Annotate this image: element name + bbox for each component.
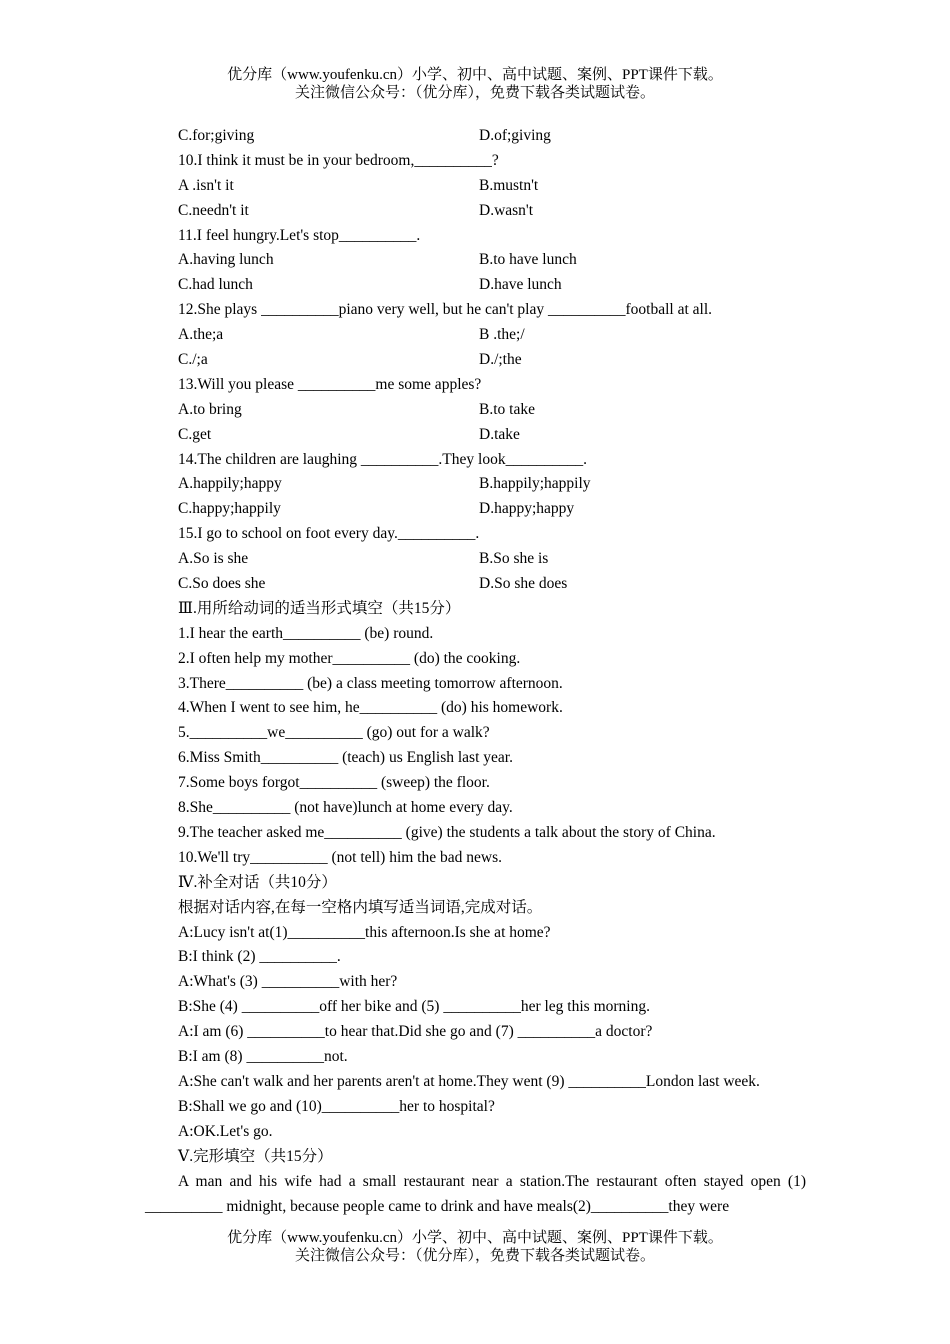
q14-option-b: B.happily;happily xyxy=(479,475,591,493)
q9-options-row xyxy=(178,124,808,149)
section-3-item: 6.Miss Smith__________ (teach) us English last year. xyxy=(178,749,513,767)
page-footer xyxy=(0,1229,950,1265)
q15-stem: 15.I go to school on foot every day.__________. xyxy=(178,525,480,543)
section-5-title: Ⅴ.完形填空（共15分） xyxy=(178,1147,333,1165)
q12-options-row-1 xyxy=(178,323,808,348)
q12-option-d: D./;the xyxy=(479,351,522,369)
dialogue-line: A:She can't walk and her parents aren't at home.They went (9) __________London last week. xyxy=(178,1072,760,1090)
section-3-item: 7.Some boys forgot__________ (sweep) the floor. xyxy=(178,774,490,792)
dialogue-line: B:I think (2) __________. xyxy=(178,948,341,966)
q10-option-d: D.wasn't xyxy=(479,201,534,219)
q12-options-row-2 xyxy=(178,348,808,373)
q14-option-d: D.happy;happy xyxy=(479,500,575,518)
q15-options-row-2 xyxy=(178,572,808,597)
q10-options-row-2 xyxy=(178,199,808,224)
section-3-item: 1.I hear the earth__________ (be) round. xyxy=(178,624,434,642)
q11-option-c: C.had lunch xyxy=(178,276,253,294)
page-content xyxy=(178,124,808,1169)
q10-option-b: B.mustn't xyxy=(479,176,539,194)
q15-option-a: A.So is she xyxy=(178,550,249,568)
section-3-item: 3.There__________ (be) a class meeting tomorrow afternoon. xyxy=(178,674,563,692)
q12-option-a: A.the;a xyxy=(178,326,224,344)
dialogue-line: B:I am (8) __________not. xyxy=(178,1047,348,1065)
section-3-item: 10.We'll try__________ (not tell) him the bad news. xyxy=(178,848,502,866)
section-3-item: 2.I often help my mother__________ (do) the cooking. xyxy=(178,649,521,667)
dialogue-line: A:Lucy isn't at(1)__________this afternoon.Is she at home? xyxy=(178,923,551,941)
dialogue-line: B:She (4) __________off her bike and (5) __________her leg this morning. xyxy=(178,998,650,1016)
dialogue-line: A:I am (6) __________to hear that.Did she go and (7) __________a doctor? xyxy=(178,1023,653,1041)
q13-options-row-2 xyxy=(178,423,808,448)
section-4-instruction: 根据对话内容,在每一空格内填写适当词语,完成对话。 xyxy=(178,898,543,916)
header-line-1: 优分库（www.youfenku.cn）小学、初中、高中试题、案例、PPT课件下载。 xyxy=(227,67,723,83)
q13-option-a: A.to bring xyxy=(178,400,242,418)
cloze-paragraph: A man and his wife had a small restaurant near a station.The restaurant often stayed open (1) __________ midnight, because people came to drink and have meals(2)__________they were xyxy=(145,1173,806,1215)
q11-stem: 11.I feel hungry.Let's stop__________. xyxy=(178,226,421,244)
dialogue-line: B:Shall we go and (10)__________her to hospital? xyxy=(178,1097,495,1115)
footer-line-1: 优分库（www.youfenku.cn）小学、初中、高中试题、案例、PPT课件下载。 xyxy=(227,1230,723,1246)
q10-option-a: A .isn't it xyxy=(178,176,234,194)
q14-option-c: C.happy;happily xyxy=(178,500,281,518)
q14-stem: 14.The children are laughing __________.They look__________. xyxy=(178,450,587,468)
q14-options-row-2 xyxy=(178,497,808,522)
q13-option-b: B.to take xyxy=(479,400,535,418)
q11-option-b: B.to have lunch xyxy=(479,251,577,269)
footer-line-2: 关注微信公众号：（优分库），免费下载各类试题试卷。 xyxy=(294,1248,655,1264)
page-header xyxy=(0,66,950,102)
header-line-2: 关注微信公众号：（优分库），免费下载各类试题试卷。 xyxy=(294,85,655,101)
q15-option-d: D.So she does xyxy=(479,575,568,593)
q15-option-c: C.So does she xyxy=(178,575,266,593)
q15-options-row-1 xyxy=(178,547,808,572)
q9-option-d: D.of;giving xyxy=(479,127,551,144)
q11-option-d: D.have lunch xyxy=(479,276,562,294)
q10-options-row-1 xyxy=(178,174,808,199)
dialogue-line: A:OK.Let's go. xyxy=(178,1122,273,1140)
q12-stem: 12.She plays __________piano very well, but he can't play __________football at all. xyxy=(178,301,713,319)
q13-option-d: D.take xyxy=(479,425,520,443)
q14-option-a: A.happily;happy xyxy=(178,475,282,493)
q12-option-b: B .the;/ xyxy=(479,326,525,344)
q13-option-c: C.get xyxy=(178,425,212,443)
q9-option-c: C.for;giving xyxy=(178,127,255,144)
q11-options-row-2 xyxy=(178,273,808,298)
dialogue-line: A:What's (3) __________with her? xyxy=(178,973,398,991)
q14-options-row-1 xyxy=(178,472,808,497)
q10-option-c: C.needn't it xyxy=(178,201,249,219)
section-3-item: 9.The teacher asked me__________ (give) the students a talk about the story of China. xyxy=(178,823,716,841)
section-3-item: 8.She__________ (not have)lunch at home every day. xyxy=(178,799,513,817)
q12-option-c: C./;a xyxy=(178,351,208,369)
q13-options-row-1 xyxy=(178,398,808,423)
section-3-item: 4.When I went to see him, he__________ (do) his homework. xyxy=(178,699,563,717)
section-4-title: Ⅳ.补全对话（共10分） xyxy=(178,873,337,891)
q10-stem: 10.I think it must be in your bedroom,__________? xyxy=(178,151,499,169)
q15-option-b: B.So she is xyxy=(479,550,549,568)
q11-option-a: A.having lunch xyxy=(178,251,274,269)
q13-stem: 13.Will you please __________me some apples? xyxy=(178,375,482,393)
section-3-title: Ⅲ.用所给动词的适当形式填空（共15分） xyxy=(178,599,461,617)
section-3-item: 5.__________we__________ (go) out for a walk? xyxy=(178,724,490,742)
q11-options-row-1 xyxy=(178,248,808,273)
